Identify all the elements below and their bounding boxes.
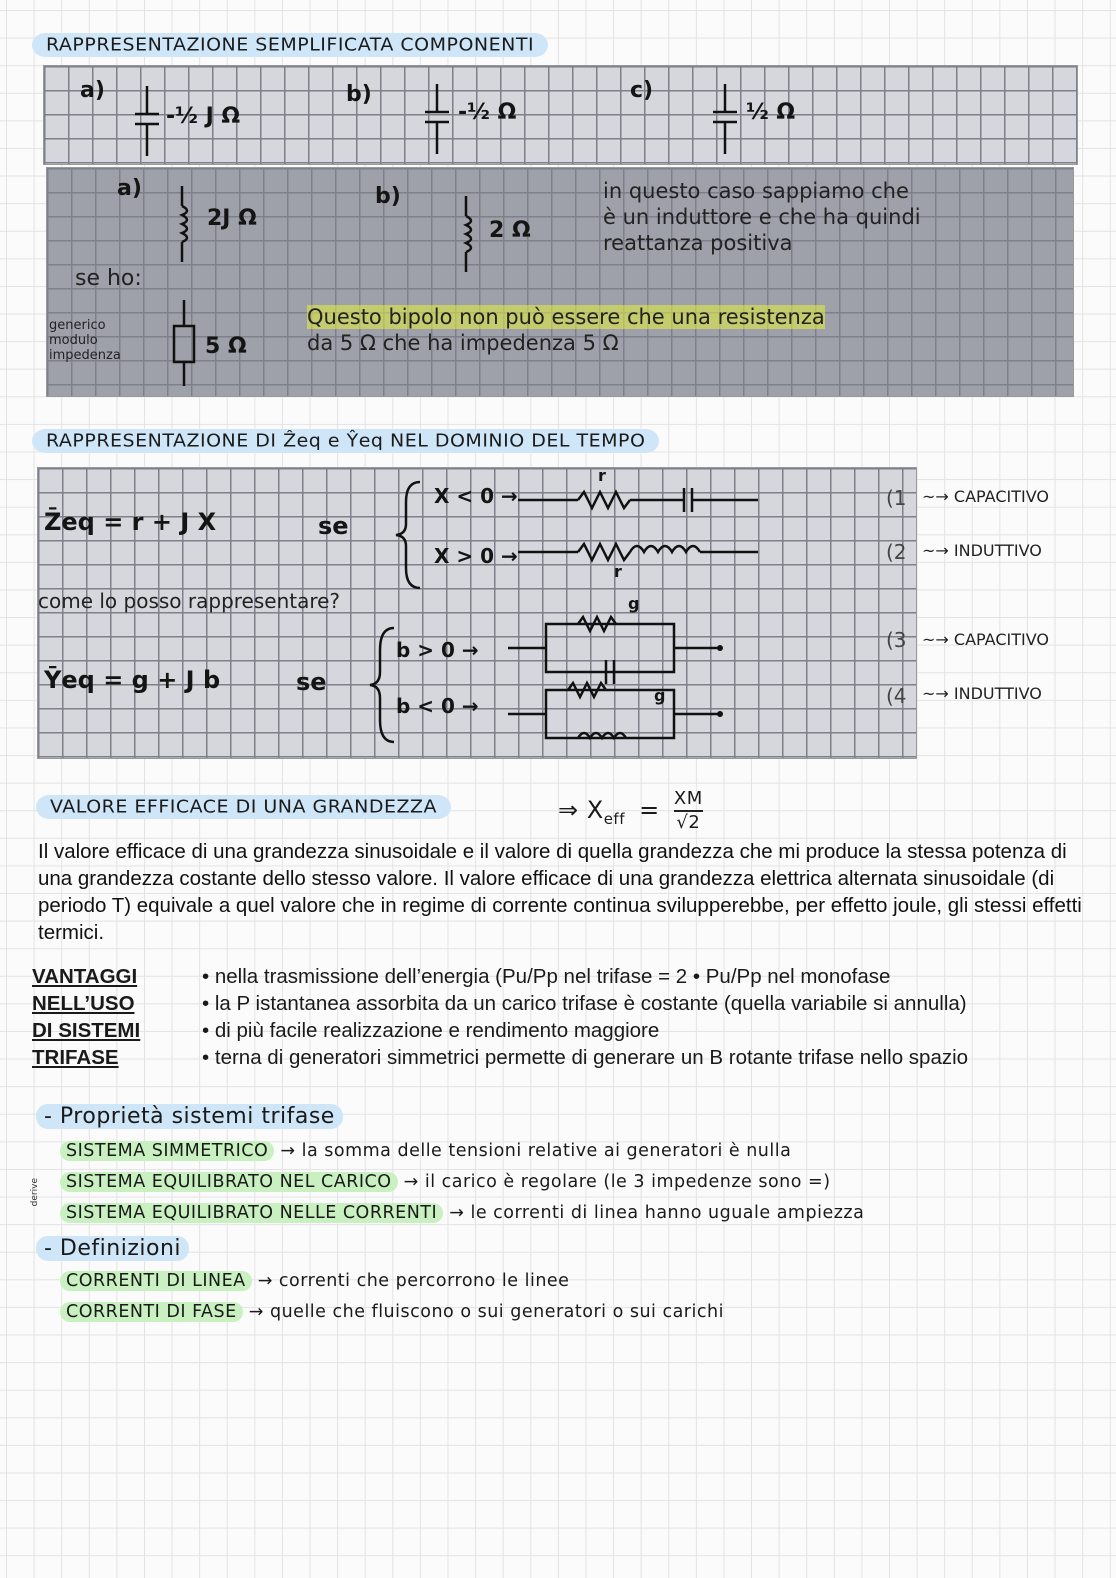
- advantage-item: • terna di generatori simmetrici permette di generare un B rotante trifase nello spazio: [202, 1046, 969, 1069]
- advantages-heading-line: DI SISTEMI: [32, 1019, 141, 1042]
- item-b-label: b): [346, 82, 372, 107]
- resistor-note-line: da 5 Ω che ha impedenza 5 Ω: [307, 331, 619, 355]
- condition-x-negative: X < 0 →: [434, 484, 518, 508]
- photo-inductor-resistor: [46, 167, 1074, 397]
- generic-line: impedenza: [49, 348, 121, 363]
- case-3-label: [922, 630, 1049, 649]
- properties-list: [60, 1136, 1110, 1229]
- item-c-value: ½ Ω: [746, 100, 796, 125]
- advantages-heading: [32, 963, 140, 1071]
- wave-arrow-icon: ~→: [922, 541, 949, 560]
- question-note: come lo posso rappresentare?: [38, 589, 341, 613]
- formula-sub: eff: [603, 809, 625, 828]
- case-1-text: CAPACITIVO: [953, 487, 1049, 506]
- derive-side-label: derive: [30, 1178, 40, 1207]
- condition-b-positive: b > 0 →: [396, 638, 479, 662]
- properties-title-text: - Proprietà sistemi trifase: [36, 1104, 343, 1129]
- case-2-label: [922, 541, 1042, 560]
- wave-arrow-icon: ~→: [922, 630, 949, 649]
- property-row: [60, 1198, 1110, 1229]
- definitions-title-text: - Definizioni: [36, 1236, 189, 1261]
- yeq-se: se: [296, 668, 327, 696]
- photo-zeq-yeq: [37, 467, 917, 759]
- advantages-heading-line: NELL’USO: [32, 992, 135, 1015]
- rc-series-circuit-icon: [518, 472, 768, 518]
- zeq-formula: Z̄eq = r + J X: [44, 508, 217, 536]
- inductor-note-line: reattanza positiva: [603, 231, 793, 255]
- item-a-value: -½ J Ω: [166, 104, 241, 129]
- inductor-note-line: in questo caso sappiamo che: [603, 179, 909, 203]
- case-3-number: (3: [886, 628, 907, 652]
- definitions-list: [60, 1266, 1100, 1328]
- definition-row: [60, 1297, 1100, 1328]
- case-2-number: (2: [886, 540, 907, 564]
- item-c-label: c): [630, 78, 654, 103]
- case-4-number: (4: [886, 684, 907, 708]
- r-label: r: [598, 467, 606, 485]
- formula-fraction: [674, 788, 703, 834]
- rms-formula: [558, 788, 703, 838]
- brace-icon: [368, 626, 398, 744]
- g-label: g: [654, 686, 666, 705]
- generic-line: generico: [49, 318, 106, 333]
- photo-simplified-components: [43, 65, 1078, 165]
- capacitor-icon: [132, 86, 162, 156]
- rms-paragraph: Il valore efficace di una grandezza sinusoidale e il valore di quella grandezza che mi produce la stessa potenza di una grandezza costante dello stesso valore. Il valore efficace di una grandezza elettrica alternata sinusoidale (di periodo T) equivale a quel valore che in regime di corrente continua svilupperebbe, per effetto joule, gli stessi effetti termici.: [38, 840, 1082, 944]
- gl-parallel-circuit-icon: [508, 678, 728, 750]
- rl-series-circuit-icon: [518, 534, 768, 574]
- generic-impedance-note: [49, 318, 121, 363]
- definition-row: [60, 1266, 1100, 1297]
- inductor-icon: [169, 186, 195, 262]
- g-label: g: [628, 594, 640, 613]
- definition-desc: → quelle che fluiscono o sui generatori o sui carichi: [248, 1302, 724, 1322]
- definitions-title: [36, 1236, 189, 1261]
- property-term: SISTEMA EQUILIBRATO NEL CARICO: [60, 1172, 398, 1192]
- inductor-icon: [453, 196, 479, 272]
- case-1-number: (1: [886, 486, 907, 510]
- section1-title: RAPPRESENTAZIONE SEMPLIFICATA COMPONENTI: [32, 33, 548, 57]
- yeq-formula: Ȳeq = g + J b: [44, 666, 221, 694]
- zeq-se: se: [318, 512, 349, 540]
- photo2-item-a-value: 2J Ω: [207, 206, 257, 231]
- property-term: SISTEMA SIMMETRICO: [60, 1141, 274, 1161]
- capacitor-icon: [710, 84, 740, 154]
- definition-desc: → correnti che percorrono le linee: [257, 1271, 570, 1291]
- advantage-item: • di più facile realizzazione e rendimento maggiore: [202, 1019, 660, 1042]
- properties-title: [36, 1104, 343, 1129]
- se-ho-label: se ho:: [75, 266, 142, 291]
- case-3-text: CAPACITIVO: [953, 630, 1049, 649]
- brace-icon: [394, 480, 424, 590]
- resistor-note: [307, 304, 1067, 356]
- advantages-heading-line: VANTAGGI: [32, 965, 138, 988]
- advantage-item: • nella trasmissione dell’energia (Pu/Pp nel trifase = 2 • Pu/Pp nel monofase: [202, 965, 891, 988]
- resistor-icon: [169, 300, 199, 386]
- definition-term: CORRENTI DI FASE: [60, 1302, 243, 1322]
- property-desc: → le correnti di linea hanno uguale ampiezza: [449, 1203, 865, 1223]
- case-4-text: INDUTTIVO: [953, 684, 1042, 703]
- advantages-heading-line: TRIFASE: [32, 1046, 119, 1069]
- case-2-text: INDUTTIVO: [953, 541, 1042, 560]
- resistor-value: 5 Ω: [205, 334, 247, 359]
- condition-b-negative: b < 0 →: [396, 694, 479, 718]
- property-term: SISTEMA EQUILIBRATO NELLE CORRENTI: [60, 1203, 443, 1223]
- photo2-item-a-label: a): [117, 176, 142, 201]
- capacitor-icon: [422, 84, 452, 154]
- advantage-item: • la P istantanea assorbita da un carico trifase è costante (quella variabile si annulla): [202, 992, 967, 1015]
- property-row: [60, 1136, 1110, 1167]
- formula-prefix: ⇒ X: [558, 796, 604, 824]
- formula-eq: =: [639, 796, 660, 824]
- wave-arrow-icon: ~→: [922, 487, 949, 506]
- wave-arrow-icon: ~→: [922, 684, 949, 703]
- section3-title: VALORE EFFICACE DI UNA GRANDEZZA: [36, 795, 451, 819]
- item-a-label: a): [80, 78, 105, 103]
- section2-title: RAPPRESENTAZIONE DI Ẑeq e Ŷeq NEL DOMINIO DEL TEMPO: [32, 429, 659, 453]
- item-b-value: -½ Ω: [458, 100, 517, 125]
- formula-numerator: XM: [674, 788, 703, 812]
- r-label: r: [614, 562, 622, 581]
- photo2-item-b-label: b): [375, 184, 401, 209]
- formula-denominator: √2: [676, 812, 701, 833]
- resistor-note-line: Questo bipolo non può essere che una resistenza: [307, 305, 825, 329]
- case-1-label: [922, 487, 1049, 506]
- inductor-note-line: è un induttore e che ha quindi: [603, 205, 921, 229]
- advantages-list: [202, 963, 1102, 1071]
- photo2-item-b-value: 2 Ω: [489, 218, 531, 243]
- definition-term: CORRENTI DI LINEA: [60, 1271, 252, 1291]
- case-4-label: [922, 684, 1042, 703]
- property-desc: → il carico è regolare (le 3 impedenze sono =): [403, 1172, 831, 1192]
- property-desc: → la somma delle tensioni relative ai generatori è nulla: [280, 1141, 792, 1161]
- inductor-note: [603, 178, 1063, 256]
- property-row: [60, 1167, 1110, 1198]
- generic-line: modulo: [49, 333, 98, 348]
- gc-parallel-circuit-icon: [508, 612, 728, 684]
- condition-x-positive: X > 0 →: [434, 544, 518, 568]
